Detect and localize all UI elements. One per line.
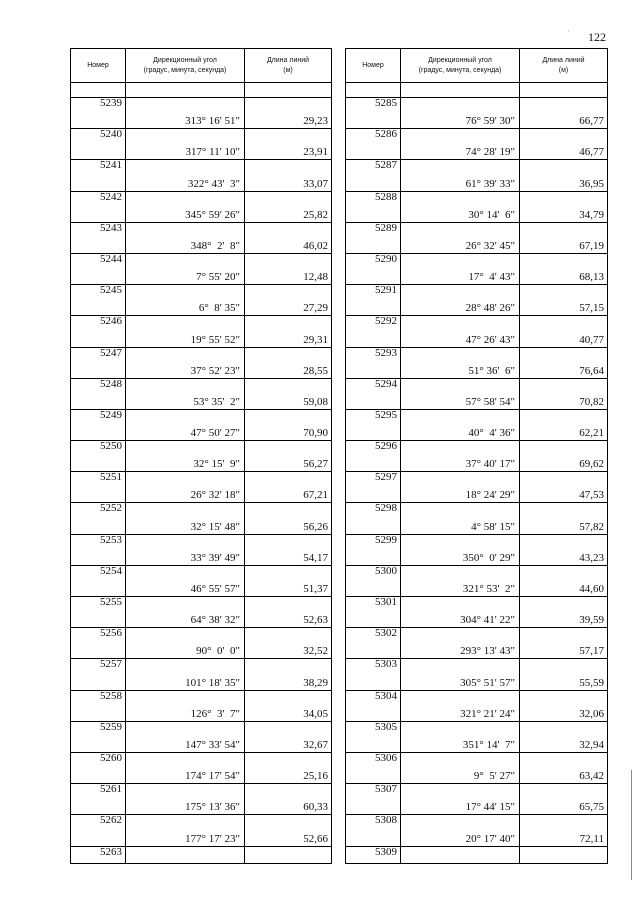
line-length: 32,67 [303, 738, 328, 751]
point-number: 5297 [375, 471, 397, 484]
table-row [346, 160, 607, 191]
direction-angle: 345° 59' 26" [185, 208, 240, 221]
direction-angle: 90° 0' 0" [196, 645, 240, 658]
table-row [71, 659, 331, 690]
direction-angle: 305° 51' 57" [460, 676, 515, 689]
direction-angle: 64° 38' 32" [190, 614, 240, 627]
point-number: 5242 [100, 190, 122, 203]
point-number: 5289 [375, 221, 397, 234]
line-length: 52,66 [303, 832, 328, 845]
point-number: 5308 [375, 814, 397, 827]
direction-angle: 46° 55' 57" [190, 583, 240, 595]
line-length: 63,42 [579, 770, 604, 783]
table-row [71, 441, 331, 472]
line-length: 12,48 [303, 271, 328, 284]
direction-angle: 313° 16' 51" [185, 115, 240, 128]
direction-angle: 53° 35' 2" [193, 395, 240, 408]
point-number: 5245 [100, 284, 122, 297]
left-coordinates-table [70, 48, 332, 864]
line-length: 57,15 [579, 302, 604, 315]
table-row [71, 129, 331, 160]
table-row [71, 566, 331, 597]
table-row [71, 348, 331, 379]
right-coordinates-table [345, 48, 608, 864]
table-row [71, 503, 331, 534]
table-row [71, 285, 331, 316]
table-row [71, 316, 331, 347]
direction-angle: 293° 13' 43" [460, 645, 515, 658]
table-row [71, 472, 331, 503]
direction-angle: 30° 14' 6" [468, 208, 515, 221]
point-number: 5301 [375, 596, 397, 608]
direction-angle: 175° 13' 36" [185, 801, 240, 814]
direction-angle: 74° 28' 19" [465, 146, 515, 159]
direction-angle: 20° 17' 40" [465, 832, 515, 845]
line-length: 38,29 [303, 676, 328, 689]
header-number: Номер [346, 49, 401, 82]
line-length: 32,94 [579, 738, 604, 751]
line-length: 36,95 [579, 177, 604, 190]
table-row [346, 628, 607, 659]
point-number: 5285 [375, 97, 397, 109]
header-number: Номер [71, 49, 126, 82]
line-length: 55,59 [579, 676, 604, 689]
direction-angle: 17° 4' 43" [468, 271, 515, 284]
line-length: 66,77 [579, 115, 604, 128]
table-row [346, 753, 607, 784]
line-length: 32,52 [303, 645, 328, 658]
point-number: 5261 [100, 783, 122, 796]
line-length: 23,91 [303, 146, 328, 159]
direction-angle: 19° 55' 52" [190, 333, 240, 346]
header-spacer-row [71, 83, 331, 98]
line-length: 65,75 [579, 801, 604, 814]
direction-angle: 61° 39' 33" [465, 177, 515, 190]
table-row [346, 410, 607, 441]
point-number: 5244 [100, 252, 122, 265]
line-length: 43,23 [579, 551, 604, 564]
line-length: 46,02 [303, 239, 328, 252]
point-number: 5298 [375, 502, 397, 515]
direction-angle: 28° 48' 26" [465, 302, 515, 315]
point-number: 5257 [100, 658, 122, 671]
line-length: 59,08 [303, 395, 328, 408]
header-length: Длина линий (м) [266, 57, 310, 74]
table-row [71, 753, 331, 784]
direction-angle: 47° 26' 43" [465, 333, 515, 346]
line-length: 72,11 [579, 832, 604, 845]
table-row [346, 722, 607, 753]
point-number: 5309 [375, 845, 397, 858]
table-row [346, 192, 607, 223]
point-number: 5302 [375, 627, 397, 640]
point-number: 5305 [375, 720, 397, 733]
line-length: 34,05 [303, 707, 328, 720]
table-row [346, 223, 607, 254]
table-row [71, 815, 331, 846]
line-length: 56,26 [303, 520, 328, 533]
line-length: 54,17 [303, 551, 328, 564]
table-row [71, 223, 331, 254]
table-row [346, 285, 607, 316]
point-number: 5251 [100, 471, 122, 484]
point-number: 5246 [100, 315, 122, 328]
table-row [346, 503, 607, 534]
table-row [71, 98, 331, 129]
point-number: 5290 [375, 252, 397, 265]
direction-angle: 47° 50' 27" [190, 427, 240, 440]
line-length: 39,59 [579, 614, 604, 627]
table-row [346, 379, 607, 410]
line-length: 67,19 [579, 239, 604, 252]
line-length: 67,21 [303, 489, 328, 502]
direction-angle: 304° 41' 22" [460, 614, 515, 627]
direction-angle: 37° 40' 17" [465, 458, 515, 471]
point-number: 5241 [100, 159, 122, 172]
point-number: 5292 [375, 315, 397, 328]
point-number: 5248 [100, 377, 122, 390]
point-number: 5239 [100, 97, 122, 109]
line-length: 44,60 [579, 583, 604, 595]
direction-angle: 7° 55' 20" [196, 271, 240, 284]
direction-angle: 350° 0' 29" [462, 551, 515, 564]
line-length: 69,62 [579, 458, 604, 471]
direction-angle: 33° 39' 49" [190, 551, 240, 564]
direction-angle: 32° 15' 48" [190, 520, 240, 533]
line-length: 57,82 [579, 520, 604, 533]
table-row [346, 847, 607, 863]
table-row [346, 129, 607, 160]
point-number: 5255 [100, 596, 122, 608]
line-length: 62,21 [579, 427, 604, 440]
direction-angle: 101° 18' 35" [185, 676, 240, 689]
scan-edge-mark [631, 770, 632, 880]
point-number: 5304 [375, 689, 397, 702]
line-length: 27,29 [303, 302, 328, 315]
table-row [71, 784, 331, 815]
point-number: 5288 [375, 190, 397, 203]
direction-angle: 4° 58' 15" [471, 520, 515, 533]
point-number: 5307 [375, 783, 397, 796]
line-length: 28,55 [303, 364, 328, 377]
table-row [71, 628, 331, 659]
point-number: 5299 [375, 533, 397, 546]
line-length: 25,82 [303, 208, 328, 221]
table-row [346, 815, 607, 846]
point-number: 5249 [100, 408, 122, 421]
table-row [71, 722, 331, 753]
line-length: 25,16 [303, 770, 328, 783]
line-length: 57,17 [579, 645, 604, 658]
direction-angle: 9° 5' 27" [473, 770, 515, 783]
line-length: 32,06 [579, 707, 604, 720]
direction-angle: 147° 33' 54" [185, 738, 240, 751]
table-row [71, 160, 331, 191]
header-angle: Дирекционный угол (градус, минута, секунда) [126, 49, 245, 82]
line-length: 76,64 [579, 364, 604, 377]
table-row [71, 379, 331, 410]
point-number: 5252 [100, 502, 122, 515]
direction-angle: 57° 58' 54" [465, 395, 515, 408]
point-number: 5259 [100, 720, 122, 733]
direction-angle: 76° 59' 30" [465, 115, 515, 128]
table-row [346, 98, 607, 129]
direction-angle: 40° 4' 36" [468, 427, 515, 440]
page-number: 122 [588, 30, 606, 44]
table-row [346, 348, 607, 379]
table-row [71, 691, 331, 722]
direction-angle: 322° 43' 3" [187, 177, 240, 190]
point-number: 5306 [375, 751, 397, 764]
line-length: 68,13 [579, 271, 604, 284]
point-number: 5263 [100, 845, 122, 858]
table-row [71, 597, 331, 628]
header-angle: Дирекционный угол (градус, минута, секунда) [401, 49, 520, 82]
point-number: 5253 [100, 533, 122, 546]
point-number: 5286 [375, 128, 397, 141]
point-number: 5262 [100, 814, 122, 827]
table-row [71, 847, 331, 863]
direction-angle: 37° 52' 23" [190, 364, 240, 377]
point-number: 5303 [375, 658, 397, 671]
direction-angle: 351° 14' 7" [462, 738, 515, 751]
direction-angle: 17° 44' 15" [465, 801, 515, 814]
table-row [346, 535, 607, 566]
direction-angle: 174° 17' 54" [185, 770, 240, 783]
table-row [71, 535, 331, 566]
line-length: 46,77 [579, 146, 604, 159]
header-spacer-row [346, 83, 607, 98]
table-header [346, 49, 607, 83]
table-row [346, 691, 607, 722]
direction-angle: 177° 17' 23" [185, 832, 240, 845]
point-number: 5260 [100, 751, 122, 764]
point-number: 5258 [100, 689, 122, 702]
line-length: 56,27 [303, 458, 328, 471]
point-number: 5243 [100, 221, 122, 234]
direction-angle: 32° 15' 9" [193, 458, 240, 471]
line-length: 47,53 [579, 489, 604, 502]
point-number: 5296 [375, 440, 397, 453]
direction-angle: 348° 2' 8" [190, 239, 240, 252]
direction-angle: 18° 24' 29" [465, 489, 515, 502]
line-length: 40,77 [579, 333, 604, 346]
line-length: 70,90 [303, 427, 328, 440]
direction-angle: 321° 53' 2" [462, 583, 515, 595]
point-number: 5291 [375, 284, 397, 297]
table-row [346, 659, 607, 690]
table-row [71, 254, 331, 285]
line-length: 29,23 [303, 115, 328, 128]
line-length: 70,82 [579, 395, 604, 408]
line-length: 52,63 [303, 614, 328, 627]
point-number: 5294 [375, 377, 397, 390]
direction-angle: 26° 32' 18" [190, 489, 240, 502]
point-number: 5293 [375, 346, 397, 359]
point-number: 5254 [100, 564, 122, 577]
point-number: 5287 [375, 159, 397, 172]
point-number: 5300 [375, 564, 397, 577]
line-length: 29,31 [303, 333, 328, 346]
table-header [71, 49, 331, 83]
table-row [346, 566, 607, 597]
direction-angle: 317° 11' 10" [185, 146, 240, 159]
point-number: 5247 [100, 346, 122, 359]
direction-angle: 126° 3' 7" [190, 707, 240, 720]
table-row [346, 597, 607, 628]
table-row [346, 784, 607, 815]
table-row [71, 410, 331, 441]
direction-angle: 26° 32' 45" [465, 239, 515, 252]
table-row [346, 441, 607, 472]
line-length: 60,33 [303, 801, 328, 814]
header-length: Длина линий (м) [542, 57, 585, 74]
point-number: 5256 [100, 627, 122, 640]
line-length: 51,37 [303, 583, 328, 595]
table-row [346, 472, 607, 503]
line-length: 33,07 [303, 177, 328, 190]
direction-angle: 6° 8' 35" [198, 302, 240, 315]
line-length: 34,79 [579, 208, 604, 221]
point-number: 5250 [100, 440, 122, 453]
table-row [346, 316, 607, 347]
table-row [346, 254, 607, 285]
scan-dot: · [567, 27, 570, 36]
direction-angle: 321° 21' 24" [460, 707, 515, 720]
point-number: 5240 [100, 128, 122, 141]
table-row [71, 192, 331, 223]
point-number: 5295 [375, 408, 397, 421]
direction-angle: 51° 36' 6" [468, 364, 515, 377]
